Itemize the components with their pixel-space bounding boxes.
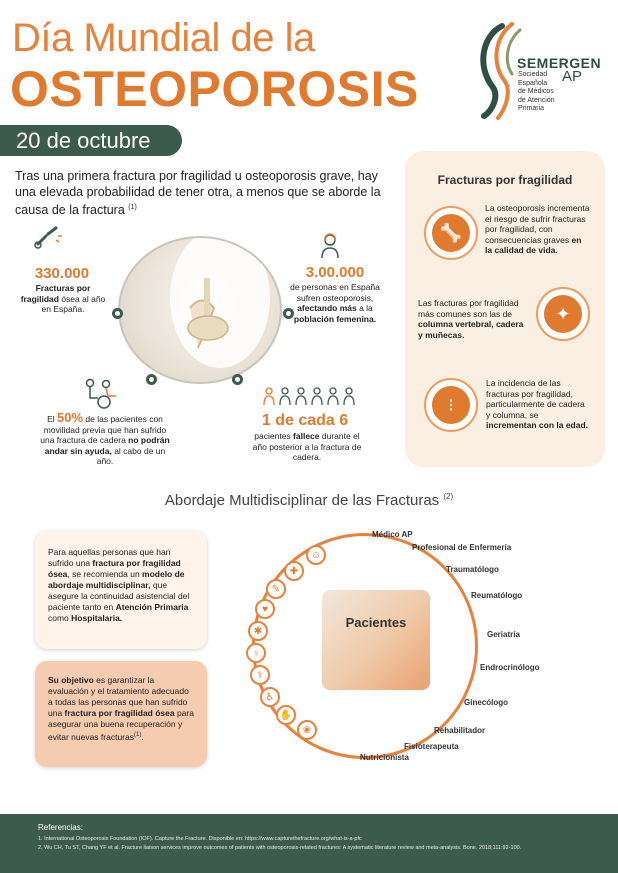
specialist-label: Geriatría: [487, 630, 520, 639]
specialist-node-icon: ♥: [255, 599, 275, 619]
stat-osteoporosis-text: de personas en España sufren osteoporosis, afectando más a la población femenina.: [290, 282, 380, 324]
spine-icon: ⁝: [424, 378, 478, 432]
fracture-icon: 🦴: [424, 206, 478, 260]
wheelchair-icon: [80, 378, 120, 410]
intro-text: Tras una primera fractura por fragilidad u osteoporosis grave, hay una elevada probabilidad de tener otra, a menos que se aborde la causa de la fractura $^{(1)}$: [15, 169, 381, 218]
specialist-node-icon: ☺: [306, 545, 326, 565]
date-badge: 20 de octubre: [0, 125, 182, 156]
timeline-dot: [112, 308, 123, 319]
patients-image: [322, 590, 430, 690]
title-line1: Día Mundial de la: [12, 16, 315, 60]
specialist-label: Ginecólogo: [464, 698, 508, 707]
specialist-node-icon: ❀: [297, 720, 317, 740]
specialist-label: Profesional de Enfermería: [412, 543, 512, 552]
specialist-label: Rehabilitador: [434, 726, 486, 735]
stat-fractures-text: Fracturas por fragilidad ósea al año en España.: [20, 283, 106, 314]
people-icon: [262, 387, 358, 407]
reference-item: 2. Wu CH, Tu ST, Chang YF et al. Fracture liaison services improve outcomes of patients with osteoporosis-related fractures: A systematic literature review and meta-analysis. Bone. 2018;111:92-100.: [38, 845, 522, 851]
stat-mortality-number: 1 de cada 6: [261, 412, 349, 429]
stat-fractures-number: 330.000: [34, 265, 90, 282]
logo-subtitle: Sociedad Española de Médicos de Atención Primaria: [518, 71, 555, 112]
section-title: Abordaje Multidisciplinar de las Fracturas $^{(2)}$: [164, 492, 454, 509]
specialist-label: Médico AP: [372, 530, 413, 539]
timeline-dot: [146, 374, 157, 385]
panel-item-2: Las fracturas por fragilidad más comunes son las de columna vertebral, cadera y muñecas.: [418, 298, 524, 340]
specialist-label: Endrocrinólogo: [480, 663, 540, 672]
stat-osteoporosis-number: 3.00.000: [305, 264, 365, 281]
logo-name: SEMERGEN: [517, 55, 602, 71]
panel-title: Fracturas por fragilidad: [437, 173, 573, 187]
title-line2: OSTEOPOROSIS: [10, 61, 419, 117]
specialist-node-icon: ♿: [260, 687, 280, 707]
logo-ap: AP: [562, 68, 583, 85]
stat-walking-text: El 50% de las pacientes con movilidad previa que han sufrido una fractura de cadera no podrán andar sin ayuda, al cabo de un año.: [40, 410, 170, 466]
specialist-node-icon: ✱: [248, 621, 268, 641]
pelvis-icon: ✦: [536, 287, 590, 341]
specialist-label: Traumatólogo: [446, 565, 499, 574]
specialist-node-icon: ⚕: [250, 665, 270, 685]
woman-icon: [318, 232, 342, 260]
reference-item: 1. International Osteoporosis Foundation (IOF). Capture the Fracture. Disponible en: https://www.capturethefracture.org/what-is-a-pfc: [38, 836, 362, 842]
panel-item-1: La osteoporosis incrementa el riesgo de sufrir fracturas por fragilidad, con consecuencias graves en la calidad de vida.: [485, 203, 590, 255]
center-label: Pacientes: [345, 615, 407, 630]
bone-icon: [34, 226, 64, 250]
specialist-node-icon: ✋: [276, 705, 296, 725]
doctor-skeleton-photo: [118, 236, 282, 384]
timeline-dot: [232, 374, 243, 385]
specialist-node-icon: ♀: [246, 643, 266, 663]
specialist-label: Fisioterapeuta: [404, 742, 459, 751]
info-card-2: Su objetivo es garantizar la evaluación y el tratamiento adecuado a todas las personas que han sufrido una fractura por fragilidad ósea para asegurar una buena recuperación y evitar nuevas fracturas$^{(1)}$.: [35, 661, 207, 767]
specialist-label: Nutricionista: [360, 753, 409, 762]
specialist-node-icon: ✎: [266, 579, 286, 599]
specialist-node-icon: ✚: [284, 561, 304, 581]
info-card-1: Para aquellas personas que han sufrido una fractura por fragilidad ósea, se recomienda un modelo de abordaje multidisciplinar, que asegure la continuidad asistencial del paciente tanto en Atención Primaria como Hospitalaria.: [35, 531, 207, 649]
references-title: Referencias:: [38, 823, 83, 832]
references-footer: [0, 814, 618, 873]
specialist-label: Reumatólogo: [471, 591, 523, 600]
stat-mortality-text: pacientes fallece durante el año posterior a la fractura de cadera.: [252, 431, 362, 462]
panel-item-3: La incidencia de las fracturas por fragilidad, particularmente de cadera y columna, se incrementan con la edad.: [486, 378, 589, 430]
